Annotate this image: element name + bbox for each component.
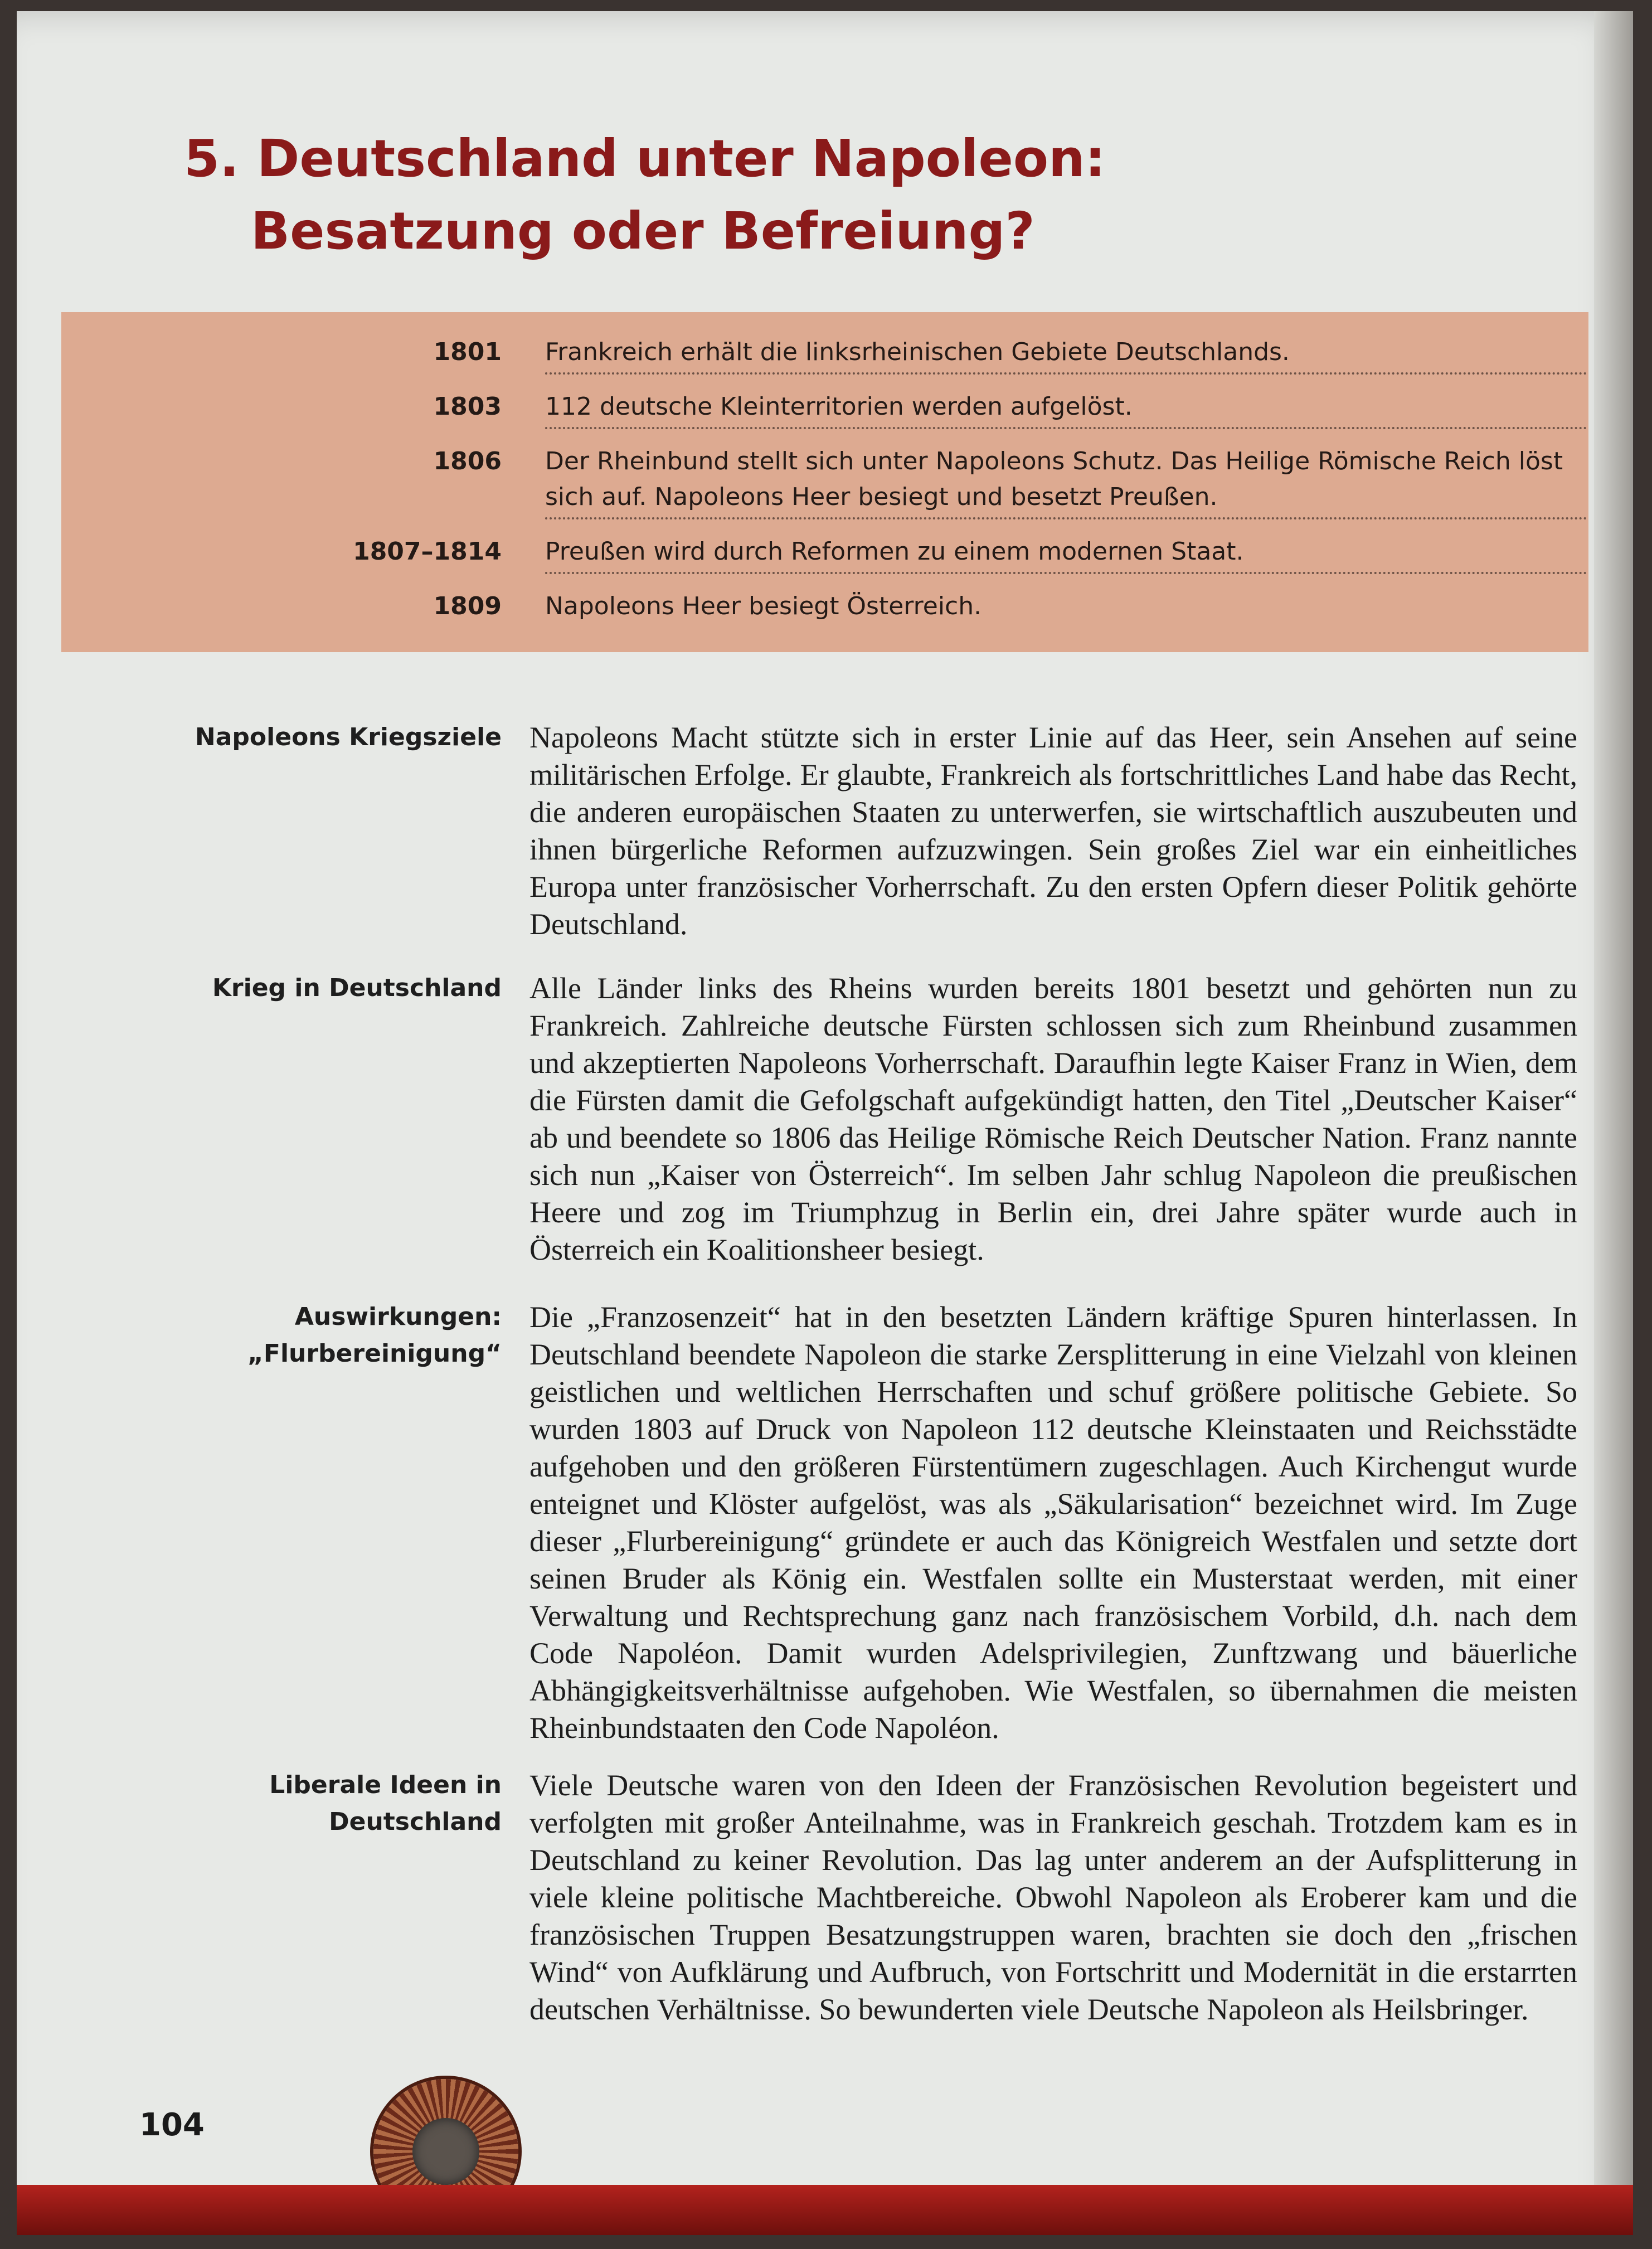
section-heading: Auswirkungen: „Flurbereinigung“ (247, 1303, 502, 1368)
section-heading: Napoleons Kriegsziele (195, 723, 502, 751)
chapter-title (184, 123, 1410, 268)
timeline-year: 1803 (433, 392, 502, 421)
chapter-title-line2: Besatzung oder Befreiung? (251, 201, 1035, 261)
timeline-text: Der Rheinbund stellt sich unter Napoleons Schutz. Das Heilige Römische Reich löst sich auf. Napoleons Heer besiegt und besetzt Preußen. (545, 444, 1587, 519)
book-spine-shadow (1594, 11, 1633, 2235)
textbook-page (17, 11, 1633, 2235)
section-body: Viele Deutsche waren von den Ideen der Französischen Revolution begeistert und verfolgten mit großer Anteilnahme, was in Frankreich geschah. Trotzdem kam es in Deutschland zu keiner Revolution. Das lag unter anderem an der Aufsplitterung in viele kleine politische Machtbereiche. Obwohl Napoleon als Eroberer kam und die französischen Truppen Besatzungstruppen waren, brachten sie doch den „frischen Wind“ von Aufklärung und Aufbruch, von Fortschritt und Modernität in die erstarrten deutschen Verhältnisse. So bewunderten viele Deutsche Napoleon als Heilsbringer. (529, 1769, 1577, 2026)
timeline-text: Preußen wird durch Reformen zu einem modernen Staat. (545, 534, 1587, 574)
timeline-year: 1806 (433, 447, 502, 475)
page-number: 104 (139, 2107, 205, 2143)
timeline-year: 1807–1814 (353, 537, 502, 566)
seal-center (412, 2118, 479, 2185)
bottom-red-band (17, 2185, 1633, 2235)
section-body: Alle Länder links des Rheins wurden bereits 1801 besetzt und gehörten nun zu Frankreich. Zahlreiche deutsche Fürsten schlossen sich zum Rheinbund zusammen und akzeptierten Napoleons Vorherrschaft. Daraufhin legte Kaiser Franz in Wien, dem die Fürsten damit die Gefolgschaft aufgekündigt hatten, den Titel „Deutscher Kaiser“ ab und beendete so 1806 das Heilige Römische Reich Deutscher Nation. Franz nannte sich nun „Kaiser von Österreich“. Im selben Jahr schlug Napoleon die preußischen Heere und zog im Triumphzug in Berlin ein, drei Jahre später wurde auch in Österreich ein Koalitionsheer besiegt. (529, 972, 1577, 1266)
timeline-text: 112 deutsche Kleinterritorien werden aufgelöst. (545, 389, 1587, 429)
section-heading: Krieg in Deutschland (212, 974, 502, 1002)
section-body: Napoleons Macht stützte sich in erster Linie auf das Heer, sein Ansehen auf seine militärischen Erfolge. Er glaubte, Frankreich als fortschrittliches Land habe das Recht, die anderen europäischen Staaten zu unterwerfen, sie wirtschaftlich auszubeuten und ihnen bürgerliche Reformen aufzuzwingen. Sein großes Ziel war ein einheitliches Europa unter französischer Vorherrschaft. Zu den ersten Opfern dieser Politik gehörte Deutschland. (529, 721, 1577, 941)
chapter-title-line1: 5. Deutschland unter Napoleon: (184, 129, 1106, 188)
timeline-text: Frankreich erhält die linksrheinischen Gebiete Deutschlands. (545, 334, 1587, 375)
timeline-box (61, 312, 1588, 652)
section-heading: Liberale Ideen in Deutschland (269, 1771, 502, 1836)
timeline-year: 1801 (433, 338, 502, 366)
timeline-text: Napoleons Heer besiegt Österreich. (545, 592, 982, 620)
section-body: Die „Franzosenzeit“ hat in den besetzten Ländern kräftige Spuren hinterlassen. In Deutschland beendete Napoleon die starke Zersplitterung in eine Vielzahl von kleinen geistlichen und weltlichen Herrschaften und schuf größere politische Gebiete. So wurden 1803 auf Druck von Napoleon 112 deutsche Kleinstaaten und Reichsstädte aufgehoben und den größeren Fürstentümern zugeschlagen. Auch Kirchengut wurde enteignet und Klöster aufgelöst, was als „Säkularisation“ bezeichnet wird. Im Zuge dieser „Flurbereinigung“ gründete er auch das Königreich Westfalen und setzte dort seinen Bruder als König ein. Westfalen sollte ein Musterstaat werden, mit einer Verwaltung und Rechtsprechung ganz nach französischem Vorbild, d.h. nach dem Code Napoléon. Damit wurden Adelsprivilegien, Zunftzwang und bäuerliche Abhängigkeitsverhältnisse aufgehoben. Wie Westfalen, so übernahmen die meisten Rheinbundstaaten den Code Napoléon. (529, 1300, 1577, 1745)
timeline-year: 1809 (433, 592, 502, 620)
